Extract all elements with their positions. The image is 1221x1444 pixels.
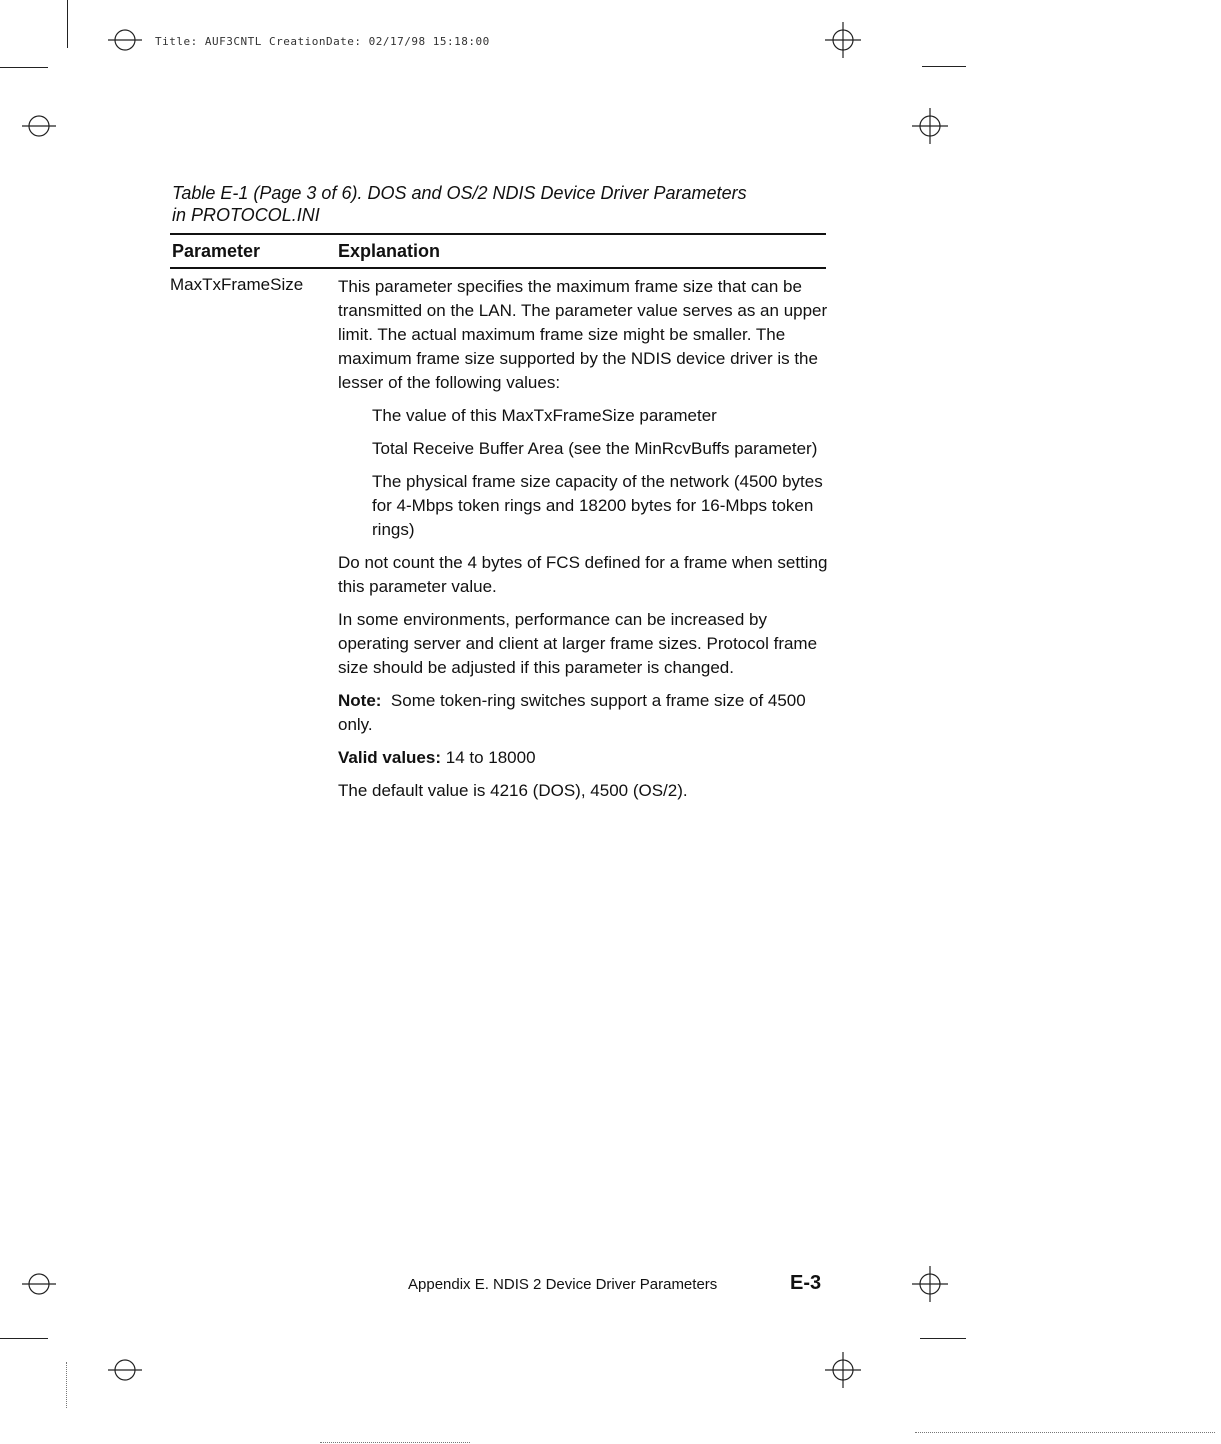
value-item: The physical frame size capacity of the network (4500 bytes for 4-Mbps token rings and 18200 bytes for 16-Mbps token rings): [372, 472, 823, 539]
table-caption-line: Table E-1 (Page 3 of 6). DOS and OS/2 NDIS Device Driver Parameters: [172, 183, 747, 203]
registration-mark-icon: [912, 108, 948, 144]
registration-mark-icon: [825, 1352, 861, 1388]
print-header: Title: AUF3CNTL CreationDate: 02/17/98 15:18:00: [155, 35, 490, 48]
table-caption: [172, 182, 832, 226]
registration-mark-icon: [108, 28, 142, 52]
crop-mark: [0, 1338, 48, 1339]
scan-edge: [320, 1442, 470, 1443]
table-header-rule: [170, 267, 826, 269]
note-paragraph: [338, 689, 838, 737]
value-item: Total Receive Buffer Area (see the MinRcvBuffs parameter): [372, 439, 818, 458]
registration-mark-icon: [912, 1266, 948, 1302]
note-label: Note:: [338, 691, 382, 710]
valid-values-label: Valid values:: [338, 748, 441, 767]
footer-title: Appendix E. NDIS 2 Device Driver Parameters: [408, 1276, 718, 1293]
value-item: The value of this MaxTxFrameSize parameter: [372, 406, 717, 425]
registration-mark-icon: [22, 114, 56, 138]
note-text: Some token-ring switches support a frame size of 4500 only.: [338, 691, 806, 734]
page-number: E-3: [790, 1272, 822, 1294]
scan-edge: [915, 1432, 1215, 1433]
column-header-explanation: Explanation: [338, 241, 441, 261]
valid-values-text: 14 to 18000: [445, 748, 536, 767]
parameter-explanation: [338, 275, 838, 812]
crop-mark: [0, 67, 48, 68]
crop-mark: [67, 0, 68, 48]
crop-mark: [66, 1362, 67, 1408]
parameter-name: MaxTxFrameSize: [170, 275, 304, 294]
default-value-paragraph: The default value is 4216 (DOS), 4500 (OS/2).: [338, 781, 688, 800]
fcs-paragraph: Do not count the 4 bytes of FCS defined for a frame when setting this parameter value.: [338, 553, 828, 596]
registration-mark-icon: [825, 22, 861, 58]
registration-mark-icon: [108, 1358, 142, 1382]
explanation-intro: This parameter specifies the maximum frame size that can be transmitted on the LAN. The parameter value serves as an upper limit. The actual maximum frame size might be smaller. The maximum frame size supported by the NDIS device driver is the lesser of the following values:: [338, 277, 828, 392]
table-top-rule: [170, 233, 826, 235]
table-caption-line: in PROTOCOL.INI: [172, 205, 320, 225]
crop-mark: [922, 66, 966, 67]
crop-mark: [920, 1338, 966, 1339]
registration-mark-icon: [22, 1272, 56, 1296]
performance-paragraph: In some environments, performance can be increased by operating server and client at larger frame sizes. Protocol frame size should be adjusted if this parameter is changed.: [338, 610, 818, 677]
valid-values-paragraph: [338, 746, 838, 770]
column-header-parameter: Parameter: [172, 241, 261, 261]
